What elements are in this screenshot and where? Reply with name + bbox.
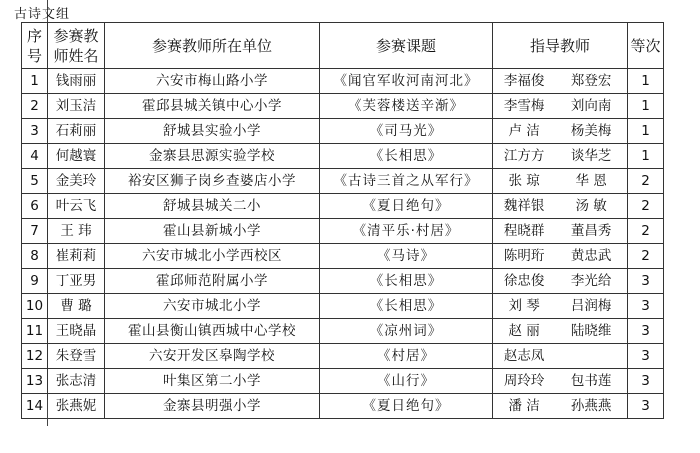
cell-name: 张志清	[48, 369, 105, 394]
cell-no: 6	[22, 194, 48, 219]
advisor-first: 江方方	[503, 148, 545, 164]
cell-name: 王晓晶	[48, 319, 105, 344]
table-row	[22, 369, 664, 394]
cell-advisors	[493, 319, 628, 344]
cell-topic: 《夏日绝句》	[320, 194, 493, 219]
advisor-pair	[493, 94, 627, 118]
header-no: 序号	[22, 23, 48, 69]
table-row	[22, 319, 664, 344]
cell-topic: 《古诗三首之从军行》	[320, 169, 493, 194]
cell-rank: 1	[628, 119, 664, 144]
advisor-second: 吕润梅	[570, 298, 612, 314]
cell-rank: 3	[628, 394, 664, 419]
cell-name: 曹 璐	[48, 294, 105, 319]
cell-name: 崔莉莉	[48, 244, 105, 269]
table-row	[22, 94, 664, 119]
cell-advisors	[493, 394, 628, 419]
table-row	[22, 169, 664, 194]
cell-name: 丁亚男	[48, 269, 105, 294]
table-header-row	[22, 23, 664, 69]
table-row	[22, 219, 664, 244]
cell-name: 叶云飞	[48, 194, 105, 219]
cell-unit: 舒城县实验小学	[105, 119, 320, 144]
cell-no: 13	[22, 369, 48, 394]
advisor-first: 李福俊	[503, 73, 545, 89]
cell-rank: 3	[628, 319, 664, 344]
advisor-second: 黄忠武	[570, 248, 612, 264]
advisor-first: 魏祥银	[503, 198, 545, 214]
cell-no: 14	[22, 394, 48, 419]
advisor-second: 董昌秀	[570, 223, 612, 239]
advisor-pair	[493, 144, 627, 168]
cell-name: 何越寰	[48, 144, 105, 169]
header-name: 参赛教师姓名	[48, 23, 105, 69]
cell-unit: 叶集区第二小学	[105, 369, 320, 394]
cell-name: 张燕妮	[48, 394, 105, 419]
cell-advisors	[493, 94, 628, 119]
cell-topic: 《司马光》	[320, 119, 493, 144]
advisor-pair	[493, 219, 627, 243]
cell-topic: 《长相思》	[320, 294, 493, 319]
advisor-first: 刘 琴	[508, 298, 540, 314]
cell-name: 刘玉洁	[48, 94, 105, 119]
cell-topic: 《村居》	[320, 344, 493, 369]
header-advisor: 指导教师	[493, 23, 628, 69]
cell-name: 钱雨丽	[48, 69, 105, 94]
table-row	[22, 344, 664, 369]
results-table	[21, 22, 664, 419]
advisor-second: 谈华芝	[570, 148, 612, 164]
cell-unit: 裕安区狮子岗乡查婆店小学	[105, 169, 320, 194]
cell-unit: 六安市梅山路小学	[105, 69, 320, 94]
cell-unit: 六安市城北小学	[105, 294, 320, 319]
cell-topic: 《山行》	[320, 369, 493, 394]
advisor-first: 潘 洁	[508, 398, 540, 414]
cell-topic: 《长相思》	[320, 144, 493, 169]
cell-advisors	[493, 119, 628, 144]
advisor-pair	[493, 169, 627, 193]
cell-unit: 六安开发区皋陶学校	[105, 344, 320, 369]
cell-rank: 2	[628, 244, 664, 269]
header-unit: 参赛教师所在单位	[105, 23, 320, 69]
advisor-pair	[493, 344, 627, 368]
table-row	[22, 119, 664, 144]
cell-unit: 霍邱师范附属小学	[105, 269, 320, 294]
cell-unit: 霍山县新城小学	[105, 219, 320, 244]
cell-rank: 1	[628, 94, 664, 119]
cell-no: 12	[22, 344, 48, 369]
advisor-second: 郑登宏	[570, 73, 612, 89]
advisor-pair	[493, 369, 627, 393]
cell-advisors	[493, 169, 628, 194]
advisor-second: 杨美梅	[570, 123, 612, 139]
cell-rank: 3	[628, 294, 664, 319]
cell-unit: 金寨县思源实验学校	[105, 144, 320, 169]
advisor-first: 程晓群	[503, 223, 545, 239]
cell-rank: 2	[628, 194, 664, 219]
advisor-second: 刘向南	[570, 98, 612, 114]
advisor-pair	[493, 394, 627, 418]
cell-advisors	[493, 69, 628, 94]
cell-no: 4	[22, 144, 48, 169]
cell-rank: 2	[628, 219, 664, 244]
cell-no: 1	[22, 69, 48, 94]
header-rank: 等次	[628, 23, 664, 69]
advisor-second: 汤 敏	[575, 198, 607, 214]
advisor-second: 包书莲	[570, 373, 612, 389]
header-topic: 参赛课题	[320, 23, 493, 69]
cell-rank: 2	[628, 169, 664, 194]
cell-topic: 《凉州词》	[320, 319, 493, 344]
advisor-second: 华 恩	[575, 173, 607, 189]
table-row	[22, 144, 664, 169]
advisor-pair	[493, 194, 627, 218]
table-row	[22, 294, 664, 319]
cell-advisors	[493, 219, 628, 244]
cell-topic: 《闻官军收河南河北》	[320, 69, 493, 94]
table-caption: 古诗文组	[14, 7, 71, 22]
advisor-first: 赵 丽	[508, 323, 540, 339]
advisor-first: 赵志凤	[503, 348, 545, 364]
cell-name: 金美玲	[48, 169, 105, 194]
cell-unit: 金寨县明强小学	[105, 394, 320, 419]
cell-no: 11	[22, 319, 48, 344]
cell-name: 王 玮	[48, 219, 105, 244]
cell-advisors	[493, 144, 628, 169]
advisor-second: 陆晓维	[570, 323, 612, 339]
advisor-first: 陈明珩	[503, 248, 545, 264]
cell-advisors	[493, 369, 628, 394]
cell-name: 朱登雪	[48, 344, 105, 369]
advisor-first: 徐忠俊	[503, 273, 545, 289]
cell-rank: 3	[628, 344, 664, 369]
table-row	[22, 394, 664, 419]
advisor-first: 李雪梅	[503, 98, 545, 114]
cell-unit: 霍山县衡山镇西城中心学校	[105, 319, 320, 344]
cell-rank: 1	[628, 144, 664, 169]
cell-advisors	[493, 294, 628, 319]
cell-unit: 舒城县城关二小	[105, 194, 320, 219]
advisor-pair	[493, 319, 627, 343]
cell-no: 7	[22, 219, 48, 244]
advisor-pair	[493, 269, 627, 293]
advisor-second: 李光给	[570, 273, 612, 289]
cell-topic: 《芙蓉楼送辛渐》	[320, 94, 493, 119]
cell-no: 2	[22, 94, 48, 119]
cell-topic: 《清平乐·村居》	[320, 219, 493, 244]
table-row	[22, 194, 664, 219]
cell-advisors	[493, 194, 628, 219]
page-left-rule-bottom	[47, 400, 48, 426]
table-row	[22, 69, 664, 94]
advisor-first: 周玲玲	[503, 373, 545, 389]
advisor-second: 孙燕燕	[570, 398, 612, 414]
cell-topic: 《夏日绝句》	[320, 394, 493, 419]
cell-no: 9	[22, 269, 48, 294]
cell-advisors	[493, 269, 628, 294]
advisor-first: 张 琼	[508, 173, 540, 189]
table-row	[22, 269, 664, 294]
cell-topic: 《马诗》	[320, 244, 493, 269]
cell-topic: 《长相思》	[320, 269, 493, 294]
cell-name: 石莉丽	[48, 119, 105, 144]
advisor-first: 卢 洁	[508, 123, 540, 139]
cell-unit: 霍邱县城关镇中心小学	[105, 94, 320, 119]
table-row	[22, 244, 664, 269]
cell-no: 3	[22, 119, 48, 144]
cell-no: 5	[22, 169, 48, 194]
cell-rank: 3	[628, 369, 664, 394]
cell-rank: 1	[628, 69, 664, 94]
cell-rank: 3	[628, 269, 664, 294]
cell-no: 8	[22, 244, 48, 269]
cell-advisors	[493, 244, 628, 269]
advisor-pair	[493, 69, 627, 93]
cell-no: 10	[22, 294, 48, 319]
cell-advisors	[493, 344, 628, 369]
advisor-pair	[493, 294, 627, 318]
advisor-pair	[493, 244, 627, 268]
cell-unit: 六安市城北小学西校区	[105, 244, 320, 269]
advisor-pair	[493, 119, 627, 143]
